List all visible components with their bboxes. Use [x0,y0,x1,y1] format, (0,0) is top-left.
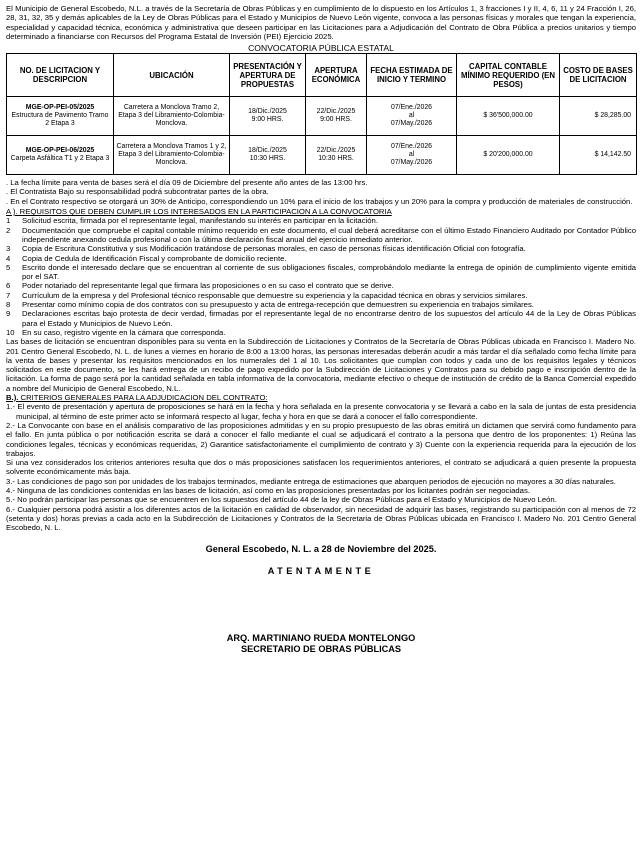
item-number: 1 [6,216,11,226]
criteria-title: CRITERIOS GENERALES PARA LA ADJUDICACION DEL CONTRATO: [18,393,268,403]
criteria-paragraph: Si una vez considerados los criterios anteriores resulta que dos o más proposiciones satisfacen los requerimientos anteriores, el contrato se adjudicará a quien presente la propuesta solvente económicamente más baja. [6,458,636,477]
header-presentacion: PRESENTACIÓN Y APERTURA DE PROPUESTAS [230,54,306,97]
item-text: Declaraciones escritas bajo protesta de decir verdad, firmadas por el representante legal de no encontrarse dentro de los supuestos del artículo 44 de la Ley de Obras Públicas para el Estado y Municipios de Nuevo León. [22,309,636,328]
atentamente: ATENTAMENTE [267,566,375,577]
licitacion-code: MGE-OP-PEI-05/2025 [25,103,95,111]
list-item [6,328,636,337]
place-date: General Escobedo, N. L. a 28 de Noviembre del 2025. [205,544,437,555]
criteria-item: 2.- La Convocante con base en el análisis comparativo de las proposiciones admitidas y en su propio presupuesto de las obras emitirá un dictamen que servirá como fundamento para el fallo. En junta pública o por notificación escrita se dará a conocer el fallo mediante el cual se adjudicará el contrato a la persona que dentro de los proponentes: 1) Reúna las condiciones legales, técnicas y económicas requeridas, 2) Garantice satisfactoriamente el cumplimiento de contrato y 3) Cuente con la experiencia requerida para la ejecución de los trabajos. [6,420,636,458]
presentation-date: 18/Dic./2025 [248,107,287,115]
criteria-heading [6,393,636,402]
table-row [7,97,637,136]
list-item [6,216,636,225]
date-al: al [408,112,415,120]
list-item [6,309,636,328]
licitacion-code: MGE-OP-PEI-06/2025 [25,146,95,154]
licitacion-desc: Carpeta Asfáltica T1 y 2 Etapa 3 [10,155,110,163]
cell-licitacion [7,97,114,136]
item-text: En su caso, registro vigente en la cámara que corresponda. [22,327,226,337]
header-apertura: APERTURA ECONÓMICA [306,54,367,97]
table-row [7,136,637,175]
cell-presentacion [230,136,306,175]
cell-licitacion [7,136,114,175]
item-number: 6 [6,281,11,291]
economic-time: 9:00 HRS. [320,116,352,124]
presentation-time: 10:30 HRS. [249,155,286,163]
cell-capital: $ 20'200,000.00 [457,136,560,175]
list-item [6,244,636,253]
signer-title: SECRETARIO DE OBRAS PÚBLICAS [240,644,402,655]
bases-paragraph: Las bases de licitación se encuentran disponibles para su venta en la Subdirección de Licitaciones y Contratos de la Secretaría de Obras Públicas ubicada en Francisco I. Madero No. 201 Centro General Escobedo, N. L. de lunes a viernes en horario de 8:00 a 13:00 horas, las personas interesadas deberán acudir a más tardar el día señalado como fecha límite para la venta de bases y presentar los requisitos mencionados en los numerales del 1 al 10. Los solicitantes que cumplan con todos y cada uno de los requisitos legales y técnicos solicitados en este documento, se les hará entrega de un recibo de pago expedido por la Subdirección de Licitaciones y Contratos para su debido pago e inscripción dentro de la licitación. La forma de pago será por la cantidad señalada en tabla informativa de la convocatoria, mediante efectivo o cheque de institución de crédito de la Banca Comercial expedido a nombre del Municipio de General Escobedo, N.L. [6,337,636,393]
start-date: 07/Ene./2026 [391,103,432,111]
header-licitacion: NO. DE LICITACION Y DESCRIPCION [7,54,114,97]
item-number: 3 [6,244,11,254]
header-costo: COSTO DE BASES DE LICITACION [560,54,637,97]
criteria-prefix: B.). [6,393,19,403]
cell-ubicacion: Carretera a Monclova Tramos 1 y 2, Etapa 3 del Libramiento-Colombia-Monclova. [114,136,230,175]
list-item [6,281,636,290]
note-subcontract: . El Contratista Bajo su responsabilidad podrá subcontratar partes de la obra. [6,187,269,197]
item-number: 9 [6,309,11,319]
signer-name: ARQ. MARTINIANO RUEDA MONTELONGO [226,633,416,644]
cell-costo: $ 14,142.50 [560,136,637,175]
item-text: Poder notariado del representante legal que firmara las proposiciones o en su caso el contrato que se derive. [22,281,394,291]
cell-ubicacion: Carretera a Monclova Tramo 2, Etapa 3 del Libramiento-Colombia-Monclova. [114,97,230,136]
list-item [6,300,636,309]
item-number: 2 [6,225,11,235]
list-item [6,263,636,282]
item-number: 10 [6,327,15,337]
list-item [6,226,636,245]
cell-apertura [306,97,367,136]
item-number: 5 [6,262,11,272]
item-number: 4 [6,253,11,263]
economic-date: 22/Dic./2025 [316,146,356,154]
note-advance: . En el Contrato respectivo se otorgará un 30% de Anticipo, correspondiendo un 10% para el inicio de los trabajos y un 20% para la compra y producción de materiales de construcción. [6,196,633,206]
header-fecha: FECHA ESTIMADA DE INICIO Y TERMINO [367,54,457,97]
item-text: Escrito donde el interesado declare que se encuentran al corriente de sus obligaciones fiscales, comprobándolo mediante la entrega de opinión de cumplimiento vigente emitida por el SAT. [22,262,636,282]
list-item [6,291,636,300]
table-header-row [7,54,637,97]
end-date: 07/May./2026 [390,159,433,167]
end-date: 07/May./2026 [390,120,433,128]
item-text: Copia de Cedula de Identificación Fiscal y comprobante de domicilio reciente. [22,253,287,263]
presentation-date: 18/Dic./2025 [248,146,287,154]
cell-presentacion [230,97,306,136]
start-date: 07/Ene./2026 [391,142,432,150]
convocatoria-title: CONVOCATORIA PÚBLICA ESTATAL [248,43,394,54]
date-al: al [408,151,415,159]
item-number: 7 [6,290,11,300]
item-text: Presentar como mínimo copia de dos contratos con su presupuesto y acta de entrega-recepción que demuestren su experiencia en trabajos similares. [22,300,534,310]
criteria-item: 3.- Las condiciones de pago son por unidades de los trabajos terminados, mediante entrega de estimaciones que abarquen periodos de ejecución no mayores a 30 días naturales. [6,476,616,486]
requirements-title: A ). REQUISITOS QUE DEBEN CUMPLIR LOS INTERESADOS EN LA PARTICIPACION A LA CONVOCATORIA [6,207,392,217]
item-number: 8 [6,300,11,310]
criteria-item: 5.- No podrán participar las personas que se encuentren en los supuestos del artículo 44 de la ley de Obras Públicas para el Estado y Municipios de Nuevo León. [6,495,557,505]
criteria-item: 4.- Ninguna de las condiciones contenidas en las bases de licitación, así como en las proposiciones presentadas por los licitantes podrán ser negociadas. [6,485,530,495]
economic-date: 22/Dic./2025 [316,107,356,115]
cell-capital: $ 36'500,000.00 [457,97,560,136]
header-capital: CAPITAL CONTABLE MÍNIMO REQUERIDO (EN PESOS) [457,54,560,97]
cell-costo: $ 28,285.00 [560,97,637,136]
header-ubicacion: UBICACIÓN [114,54,230,97]
requirements-list [6,216,636,337]
item-text: Documentación que compruebe el capital contable mínimo requerido en este documento, el cual deberá acreditarse con el último Estado Financiero Auditado por Contador Público independiente anexando cedula profesional o con la última declaración fiscal anual del ejercicio inmediato anterior. [22,225,636,244]
cell-fecha [367,136,457,175]
criteria-item: 6.- Cualquier persona podrá asistir a los diferentes actos de la licitación en calidad de observador, sin necesidad de adquirir las bases, registrando su participación con al menos de 72 (setenta y dos) horas previas a cada acto en la Subdirección de Licitaciones y Contratos de la Secretaria de Obras Públicas ubicada en Francisco I. Madero No. 201 Centro General Escobedo, N. L. [6,504,636,533]
licitacion-desc: Estructura de Pavimento Tramo 2 Etapa 3 [11,112,109,128]
criteria-item: 1.- El evento de presentación y apertura de proposiciones se hará en la fecha y hora señalada en la presente convocatoria y se llevará a cabo en la sala de juntas de esta presidencia municipal, al término de este primer acto se informará respecto al lugar, fecha y hora en que se dará a conocer el fallo correspondiente. [6,402,636,421]
note-deadline: . La fecha límite para venta de bases será el día 09 de Diciembre del presente año antes de las 13:00 hrs. [6,178,368,188]
list-item [6,254,636,263]
item-text: Copia de Escritura Constitutiva y sus Modificación tratándose de personas morales, en caso de personas físicas identificación Oficial con fotografía. [22,244,526,254]
item-text: Currículum de la empresa y del Profesional técnico responsable que demuestre su experiencia y la capacidad técnica en obras y servicios similares. [22,290,528,300]
item-text: Solicitud escrita, firmada por el representante legal, manifestando su interés en participar en la licitación. [22,216,378,226]
cell-fecha [367,97,457,136]
intro-paragraph: El Municipio de General Escobedo, N.L. a través de la Secretaría de Obras Públicas y en cumplimiento de lo dispuesto en los Artículos 1, 3 fracciones I y II, 4, 6, 11 y 24 Fracción I, 26, 28, 31, 32, 35 y demás aplicables de la Ley de Obras Públicas para el Estado y Municipios de Nuevo León vigente, convoca a las personas físicas y morales que tengan la experiencia, especialidad y capacidad técnica, económica y administrativa que deseen participar en las Licitaciones para a Adjudicación del Contrato de Obra Pública a precios unitarios y tiempo determinado a financiarse con Recursos del Programa Estatal de Inversión (PEI) Ejercicio 2025. [6,4,636,41]
cell-apertura [306,136,367,175]
presentation-time: 9:00 HRS. [251,116,284,124]
bidding-table [6,53,637,175]
economic-time: 10:30 HRS. [318,155,354,163]
